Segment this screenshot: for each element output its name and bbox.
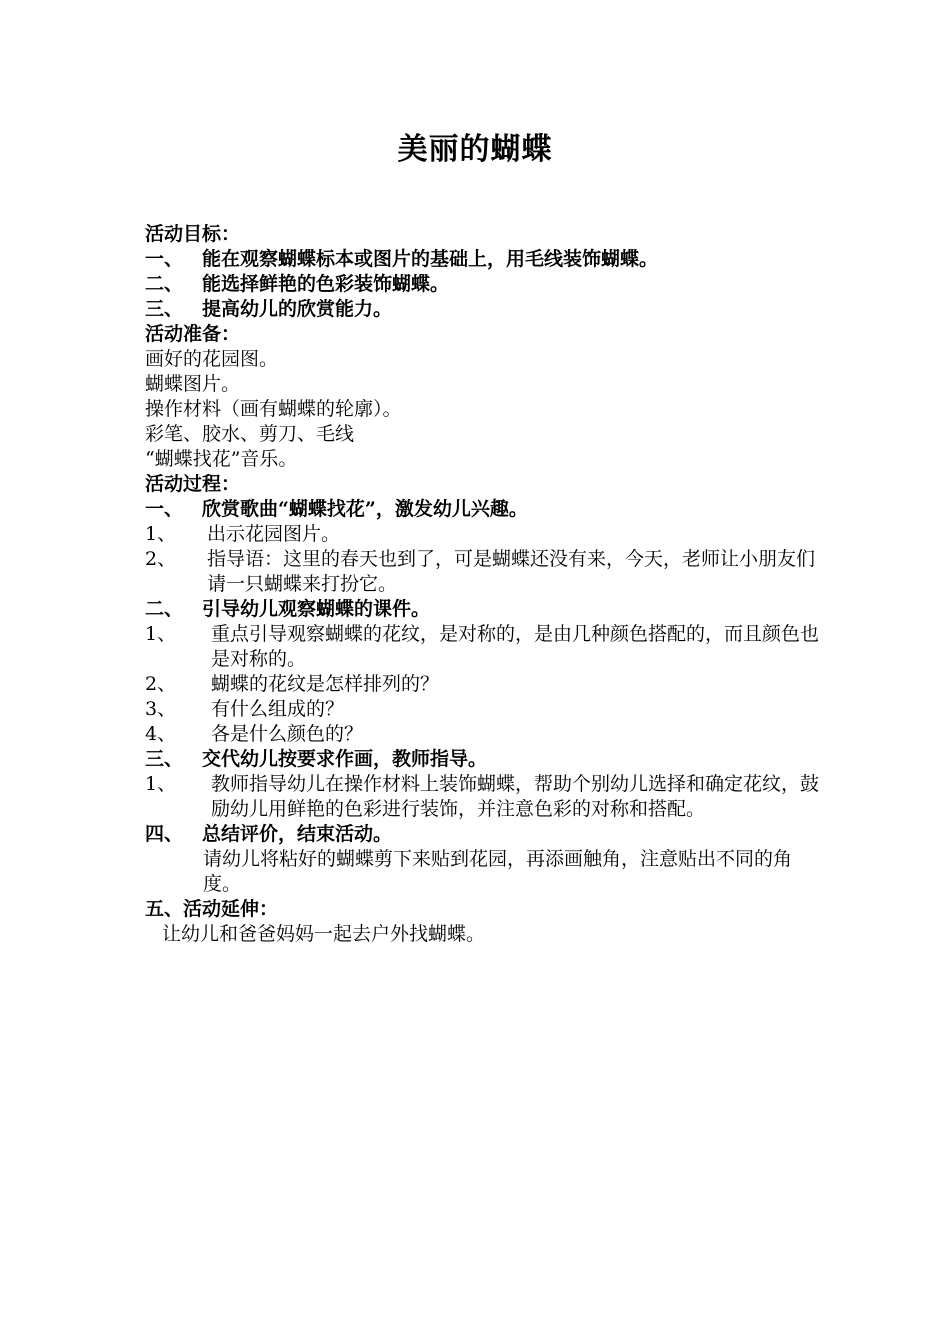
step-number: 2、 (145, 548, 177, 570)
step-text: 各是什么颜色的？ (211, 723, 364, 745)
prep-item: 画好的花园图。 (145, 348, 279, 370)
goal-number: 三、 (145, 298, 184, 320)
process-step (145, 622, 825, 672)
process-step (145, 722, 825, 747)
goal-text: 能在观察蝴蝶标本或图片的基础上，用毛线装饰蝴蝶。 (202, 248, 659, 270)
process-section-title (145, 747, 825, 772)
step-text: 蝴蝶的花纹是怎样排列的？ (211, 673, 440, 695)
prep-item: 彩笔、胶水、剪刀、毛线 (145, 423, 355, 445)
goal-number: 一、 (145, 248, 184, 270)
goal-item (145, 247, 825, 272)
step-number: 4、 (145, 723, 177, 745)
goal-number: 二、 (145, 273, 184, 295)
goals-heading: 活动目标： (145, 223, 241, 245)
prep-item: 蝴蝶图片。 (145, 373, 241, 395)
goal-text: 提高幼儿的欣赏能力。 (202, 298, 393, 320)
section-title: 交代幼儿按要求作画，教师指导。 (202, 748, 488, 770)
process-heading: 活动过程： (145, 473, 241, 495)
step-number: 1、 (145, 623, 177, 645)
section-body: 请幼儿将粘好的蝴蝶剪下来贴到花园，再添画触角，注意贴出不同的角度。 (203, 848, 793, 895)
process-step (145, 672, 825, 697)
step-text: 重点引导观察蝴蝶的花纹，是对称的，是由几种颜色搭配的，而且颜色也是对称的。 (211, 623, 820, 670)
process-section-title (145, 597, 825, 622)
process-section-title (145, 497, 825, 522)
step-text: 出示花园图片。 (207, 523, 341, 545)
process-step (145, 547, 825, 597)
step-text: 教师指导幼儿在操作材料上装饰蝴蝶，帮助个别幼儿选择和确定花纹，鼓励幼儿用鲜艳的色彩进行装饰，并注意色彩的对称和搭配。 (211, 773, 820, 820)
extension-heading: 五、活动延伸： (145, 898, 279, 920)
process-step (145, 772, 825, 822)
prep-heading: 活动准备： (145, 323, 241, 345)
step-number: 3、 (145, 698, 177, 720)
section-number: 三、 (145, 748, 184, 770)
prep-item: 操作材料（画有蝴蝶的轮廓）。 (145, 398, 402, 420)
extension-text: 让幼儿和爸爸妈妈一起去户外找蝴蝶。 (162, 923, 486, 945)
document-body (145, 222, 825, 947)
page-title: 美丽的蝴蝶 (397, 132, 553, 167)
step-text: 有什么组成的？ (211, 698, 345, 720)
step-number: 1、 (145, 773, 177, 795)
step-number: 1、 (145, 523, 177, 545)
goal-text: 能选择鲜艳的色彩装饰蝴蝶。 (202, 273, 450, 295)
section-title: 总结评价，结束活动。 (202, 823, 393, 845)
goal-item (145, 272, 825, 297)
process-step (145, 522, 825, 547)
section-number: 一、 (145, 498, 184, 520)
section-title: 欣赏歌曲“蝴蝶找花”，激发幼儿兴趣。 (202, 498, 528, 520)
step-number: 2、 (145, 673, 177, 695)
section-number: 二、 (145, 598, 184, 620)
prep-item: “蝴蝶找花”音乐。 (145, 448, 298, 470)
step-text: 指导语：这里的春天也到了，可是蝴蝶还没有来，今天，老师让小朋友们请一只蝴蝶来打扮它。 (207, 548, 816, 595)
section-title: 引导幼儿观察蝴蝶的课件。 (202, 598, 431, 620)
goal-item (145, 297, 825, 322)
section-number: 四、 (145, 823, 184, 845)
process-step (145, 697, 825, 722)
process-section-title (145, 822, 825, 847)
